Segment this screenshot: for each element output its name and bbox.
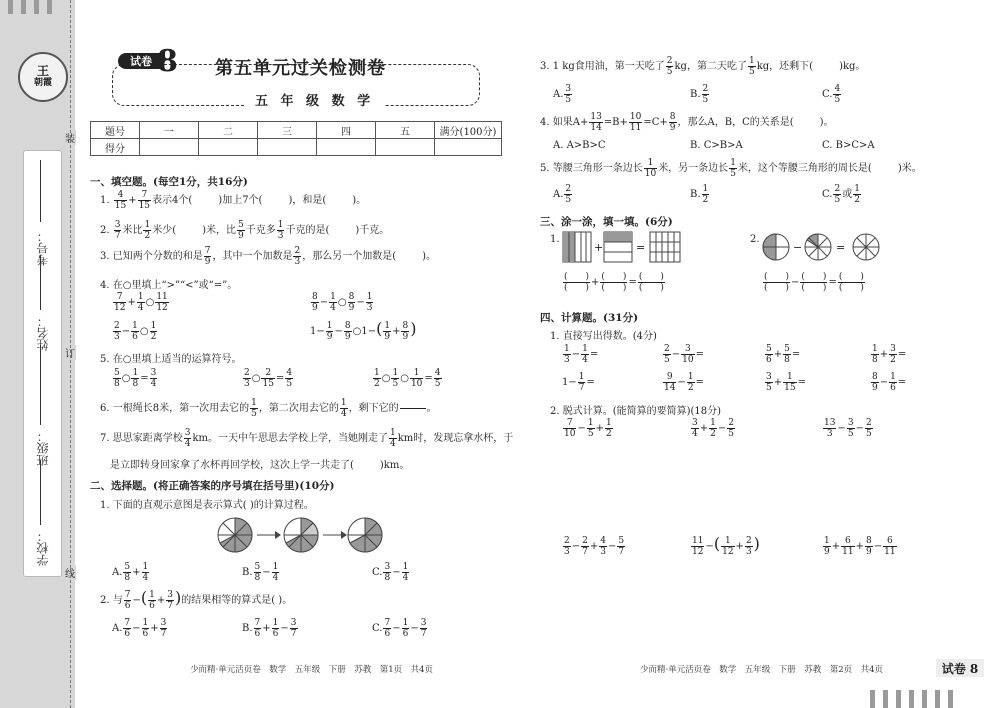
table-header: 一 — [140, 122, 199, 139]
den: 2 — [702, 195, 709, 205]
fraction — [204, 246, 212, 267]
question-1-7-cont — [110, 456, 409, 471]
num: 1 — [730, 158, 736, 168]
q-num: 3. — [540, 61, 550, 72]
num: 1 — [702, 184, 709, 194]
q-text: 一根绳长8米，第一次用去它的 — [112, 403, 250, 414]
q-text: 米，另一条边长 — [658, 163, 729, 174]
q-text: )加上7个( — [218, 195, 263, 206]
calc-item: $\frac{1}{9}$ + $\frac{6}{11}$ + $\frac{8}{9}$ − $\frac{6}{11}$ — [824, 536, 896, 557]
q-text: kg，第二天吃了 — [674, 61, 747, 72]
question-1-1: 1. $\frac{4}{15}$ + $\frac{7}{15}$ 表示4个( )加上7个( )，和是( )。 — [100, 190, 367, 211]
fraction — [340, 398, 348, 419]
q-text: 已知两个分数的和是 — [112, 251, 203, 262]
bottom-ticks — [870, 690, 953, 708]
option-b[interactable]: B. $\frac{7}{6}$ + $\frac{1}{6}$ − $\frac{3}{7}$ — [242, 618, 297, 639]
den: 5 — [748, 67, 755, 77]
q-text: kg，还剩下( — [756, 61, 814, 72]
num: 1 — [251, 398, 257, 408]
num: 1 — [644, 158, 657, 169]
fraction — [114, 190, 127, 211]
den: 9 — [238, 231, 244, 241]
num: 1 — [277, 220, 284, 230]
svg-text:=: = — [836, 241, 846, 254]
paper-number: 8 — [157, 44, 178, 79]
option-c[interactable] — [822, 84, 842, 105]
fraction — [250, 398, 258, 419]
option-b[interactable]: B. $\frac{5}{8}$ − $\frac{1}{4}$ — [242, 562, 279, 583]
option-a[interactable] — [553, 184, 573, 205]
name-label: 姓名： — [36, 315, 50, 351]
num: 5 — [238, 220, 244, 230]
question-2-2: 2. 与 $\frac{7}{6}$ −( $\frac{1}{6}$ + $\frac{3}{7}$ )的结果相等的算式是( )。 — [100, 588, 293, 611]
option-c[interactable]: C. $\frac{2}{5}$ 或 $\frac{1}{2}$ — [822, 184, 860, 205]
calc-item: $\frac{5}{6}$ + $\frac{5}{8}$ = — [766, 344, 801, 365]
q-text: 的结果相等的算式是( )。 — [181, 595, 293, 606]
den: 9 — [669, 123, 676, 133]
option-b[interactable] — [690, 84, 710, 105]
num: 1 — [144, 220, 151, 230]
num: 2 — [666, 56, 673, 66]
calc-item: $\frac{13}{3}$ − $\frac{3}{5}$ − $\frac{2}{5}$ — [824, 418, 872, 439]
q-text: =B+ — [603, 117, 628, 128]
calc-item: $\frac{3}{5}$ + $\frac{1}{15}$ = — [766, 372, 806, 393]
score-table — [90, 121, 502, 156]
opt-label: B. — [690, 189, 701, 200]
question-2-5 — [540, 158, 922, 179]
num: 4 — [114, 190, 127, 201]
den: 14 — [590, 123, 602, 133]
num: 1 — [390, 428, 396, 438]
den: 3 — [294, 257, 301, 267]
q-text: 在○里填上适当的运算符号。 — [112, 354, 242, 365]
q-num: 1. — [100, 195, 110, 206]
option-a[interactable]: A. A>B>C — [553, 140, 606, 151]
cut-mark: 装 — [64, 130, 76, 145]
question-1-4 — [100, 276, 237, 291]
den: 5 — [565, 95, 572, 105]
q-num: 5. — [540, 163, 550, 174]
operator-expr: $\frac{5}{8}$ ○ $\frac{1}{8}$ = $\frac{3}{4}$ — [114, 368, 157, 389]
logo-badge — [18, 52, 68, 102]
num: 2 — [565, 184, 572, 194]
fraction — [277, 220, 285, 241]
num: 2 — [294, 246, 301, 256]
logo-text: 朝霞 — [33, 78, 52, 88]
svg-text:=: = — [636, 241, 646, 254]
fraction-circles-diagram — [215, 514, 385, 556]
calc-item: $\frac{8}{9}$ − $\frac{1}{6}$ = — [872, 372, 907, 393]
score-cell[interactable] — [258, 139, 317, 156]
opt-label: C. — [822, 89, 833, 100]
option-b[interactable]: B. C>B>A — [690, 140, 743, 151]
operator-expr: $\frac{2}{3}$ ○ $\frac{2}{15}$ = $\frac{4}{5}$ — [244, 368, 293, 389]
den: 2 — [144, 231, 151, 241]
num: 3 — [184, 428, 191, 438]
den: 5 — [730, 169, 736, 179]
class-label: 班级： — [36, 430, 50, 466]
q-text: km时，发现忘拿水杯，于 — [397, 433, 514, 444]
calc-item: $\frac{9}{14}$ − $\frac{1}{2}$ = — [664, 372, 704, 393]
or-text: 或 — [842, 189, 853, 200]
calc-item: $\frac{7}{10}$ − $\frac{1}{5}$ + $\frac{1}{2}$ — [564, 418, 612, 439]
num: 1 — [340, 398, 347, 408]
fraction — [138, 190, 151, 211]
num: 7 — [138, 190, 151, 201]
top-ticks — [8, 0, 52, 14]
page-title: 第五单元过关检测卷 — [215, 58, 386, 79]
q-num: 5. — [100, 354, 110, 365]
den: 10 — [644, 169, 657, 179]
num: 4 — [834, 84, 841, 94]
score-cell[interactable] — [199, 139, 258, 156]
table-header: 三 — [258, 122, 317, 139]
q-text: )。 — [422, 251, 437, 262]
q-text: ，那么另一个加数是( — [302, 251, 397, 262]
q-num: 3. — [100, 251, 110, 262]
q-text: ，第二次用去它的 — [258, 403, 339, 414]
compare-expr: $\frac{8}{9}$ − $\frac{1}{4}$ ○ $\frac{8}{9}$ − $\frac{1}{3}$ — [312, 292, 373, 313]
calc-item: $\frac{2}{3}$ − $\frac{2}{7}$ + $\frac{4}{3}$ − $\frac{5}{7}$ — [564, 536, 625, 557]
paper-tag: 试卷 — [118, 53, 164, 69]
q-text: 表示4个( — [152, 195, 193, 206]
footer-right: 少而精·单元活页卷 数学 五年级 下册 苏教 第2页 共4页 — [640, 665, 884, 675]
operator-expr: $\frac{1}{2}$ ○ $\frac{1}{5}$ ○ $\frac{1}{10}$ = $\frac{4}{5}$ — [374, 368, 441, 389]
calc-item: $\frac{3}{4}$ + $\frac{1}{2}$ − $\frac{2}{5}$ — [692, 418, 734, 439]
q-num: 4. — [100, 280, 110, 291]
line — [40, 160, 41, 222]
q-text: 在○里填上“>”“<”或“=”。 — [112, 280, 238, 291]
num: 3 — [565, 84, 572, 94]
rectangle-fraction-diagram — [562, 230, 687, 264]
q-text: )km。 — [379, 460, 410, 471]
section-1-title: 一、填空题。(每空1分，共16分) — [90, 176, 248, 188]
q-text: )kg。 — [839, 61, 866, 72]
q-text: ，剩下它的 — [348, 403, 399, 414]
opt-label: B. — [242, 567, 253, 578]
question-2-1 — [100, 496, 314, 511]
q-num: 2. — [100, 595, 110, 606]
cut-mark: 订 — [64, 345, 76, 360]
calc-item: $\frac{1}{8}$ + $\frac{3}{2}$ = — [872, 344, 907, 365]
line — [40, 255, 41, 310]
q-text: 等腰三角形一条边长 — [552, 163, 643, 174]
svg-text:−: − — [793, 241, 803, 254]
fraction — [237, 220, 245, 241]
q-text: 千克多 — [245, 225, 276, 236]
question-1-7 — [100, 428, 513, 449]
calc-item: $\frac{2}{5}$ − $\frac{3}{10}$ = — [664, 344, 704, 365]
circle-2 — [284, 518, 318, 552]
subtitle: 五 年 级 数 学 — [245, 90, 384, 109]
table-header: 二 — [199, 122, 258, 139]
num: 10 — [629, 112, 642, 122]
table-header: 满分(100分) — [435, 122, 502, 139]
den: 4 — [390, 439, 396, 449]
school-label: 学校： — [36, 530, 50, 566]
q-text: km。一天中午思思去学校上学，当她刚走了 — [192, 433, 389, 444]
q-text: )千克。 — [355, 225, 390, 236]
q-text: 与 — [112, 595, 123, 606]
option-c[interactable]: C. $\frac{3}{8}$ − $\frac{1}{4}$ — [372, 562, 409, 583]
q-text: 下面的直观示意图是表示算式( )的计算过程。 — [112, 500, 314, 511]
section-2-title: 二、选择题。(将正确答案的序号填在括号里)(10分) — [90, 480, 335, 492]
option-a[interactable]: A. $\frac{7}{6}$ − $\frac{1}{6}$ + $\frac{3}{7}$ — [112, 618, 167, 639]
den: 9 — [204, 257, 211, 267]
question-1-5 — [100, 350, 241, 365]
option-a[interactable]: A. $\frac{5}{8}$ + $\frac{1}{4}$ — [112, 562, 149, 583]
q-text: )。 — [819, 117, 834, 128]
den: 5 — [666, 67, 673, 77]
den: 5 — [702, 95, 709, 105]
num: 3 — [114, 220, 121, 230]
q-num: 4. — [540, 117, 550, 128]
q-text: )，和是( — [288, 195, 327, 206]
q-num: 2. — [100, 225, 110, 236]
q3-1-num: 1. — [550, 234, 560, 245]
circle-fraction-diagram — [762, 230, 887, 264]
score-cell[interactable] — [435, 139, 502, 156]
paper-tag-right: 试卷 8 — [936, 659, 984, 677]
compare-expr: 1− $\frac{1}{9}$ − $\frac{8}{9}$ ○1−( $\frac{1}{9}$ + $\frac{8}{9}$ ) — [310, 319, 417, 342]
exam-number-label: 考号： — [36, 230, 50, 266]
opt-label: A. — [553, 189, 564, 200]
den: 5 — [834, 95, 841, 105]
cut-mark: 线 — [64, 565, 76, 580]
q-text: 千克的是( — [285, 225, 330, 236]
svg-text:+: + — [594, 241, 604, 254]
q-text: 是立即转身回家拿了水杯再回学校，这次上学一共走了( — [110, 460, 354, 471]
option-c[interactable]: C. $\frac{7}{6}$ − $\frac{1}{6}$ − $\frac{3}{7}$ — [372, 618, 427, 639]
num: 8 — [669, 112, 676, 122]
den: 15 — [138, 201, 151, 211]
calc-item: $\frac{11}{12}$ −( $\frac{1}{12}$ + $\frac{2}{3}$ ) — [692, 534, 760, 557]
num: 2 — [702, 84, 709, 94]
score-cell[interactable] — [376, 139, 435, 156]
circle-3 — [348, 518, 382, 552]
student-info-panel — [23, 150, 62, 577]
fraction — [184, 428, 192, 449]
num: 13 — [590, 112, 602, 122]
opt-label: C. — [372, 567, 383, 578]
den: 3 — [277, 231, 284, 241]
line — [40, 460, 41, 525]
logo-text: 王 — [36, 64, 49, 78]
q-num: 7. — [100, 433, 110, 444]
table-row-label: 得分 — [91, 139, 140, 156]
section-3-title: 三、涂一涂，填一填。(6分) — [540, 216, 673, 228]
q-num: 6. — [100, 403, 110, 414]
blank-fraction-row[interactable]: $\frac{( )}{( )}$ − $\frac{( )}{( )}$ = $\frac{( )}{( )}$ — [764, 272, 864, 293]
question-2-3 — [540, 56, 865, 77]
q-text: ，那么A，B，C的关系是( — [677, 117, 794, 128]
section-4-title: 四、计算题。(31分) — [540, 312, 639, 324]
compare-expr: $\frac{7}{12}$ + $\frac{1}{4}$ ○ $\frac{11}{12}$ — [114, 292, 168, 313]
option-b[interactable] — [690, 184, 710, 205]
option-c[interactable]: C. B>C>A — [822, 140, 875, 151]
den: 11 — [629, 123, 642, 133]
question-1-2 — [100, 220, 389, 241]
section-4-q1: 1. 直接写出得数。(4分) — [550, 331, 657, 342]
question-2-4 — [540, 112, 834, 133]
q-text: 如果A+ — [552, 117, 589, 128]
fraction — [389, 428, 397, 449]
q-text: 1 kg食用油，第一天吃了 — [552, 61, 665, 72]
q-text: 思思家距离学校 — [112, 433, 183, 444]
q-text: ，其中一个加数是 — [212, 251, 293, 262]
score-cell[interactable] — [317, 139, 376, 156]
calc-item: 1− $\frac{1}{7}$ = — [562, 372, 595, 393]
opt-label: B. — [690, 89, 701, 100]
opt-label: C. — [822, 189, 833, 200]
q-text: =C+ — [643, 117, 668, 128]
table-header: 五 — [376, 122, 435, 139]
q3-2-num: 2. — [750, 234, 760, 245]
num: 7 — [204, 246, 211, 256]
section-4-q2: 2. 脱式计算。(能简算的要简算)(18分) — [550, 406, 722, 417]
den: 4 — [184, 439, 191, 449]
opt-label: A. — [553, 89, 564, 100]
fraction — [143, 220, 151, 241]
footer-left: 少而精·单元活页卷 数学 五年级 下册 苏教 第1页 共4页 — [190, 665, 434, 675]
den: 5 — [565, 195, 572, 205]
score-cell[interactable] — [140, 139, 199, 156]
q-text: 米，这个等腰三角形的周长是( — [737, 163, 872, 174]
opt-label: A. — [112, 623, 123, 634]
compare-expr: $\frac{2}{3}$ − $\frac{1}{6}$ ○ $\frac{1}{2}$ — [114, 321, 157, 342]
q-text: 米少( — [152, 225, 177, 236]
calc-item: $\frac{1}{3}$ − $\frac{1}{4}$ = — [564, 344, 599, 365]
cut-line — [70, 0, 71, 708]
option-a[interactable] — [553, 84, 573, 105]
line — [40, 345, 41, 425]
question-1-6: 6. 一根绳长8米，第一次用去它的 $\frac{1}{5}$ ，第二次用去它的 $\frac{1}{4}$ ，剩下它的 。 — [100, 398, 437, 419]
den: 4 — [340, 409, 347, 419]
opt-label: C. — [372, 623, 383, 634]
den: 15 — [114, 201, 127, 211]
q-text: 米比 — [122, 225, 143, 236]
question-1-3 — [100, 246, 436, 267]
table-header: 题号 — [91, 122, 140, 139]
fraction — [293, 246, 301, 267]
q-text: )米，比 — [202, 225, 237, 236]
blank-fraction-row[interactable]: $\frac{( )}{( )}$ + $\frac{( )}{( )}$ = $\frac{( )}{( )}$ — [564, 272, 664, 293]
opt-label: A. — [112, 567, 123, 578]
opt-label: B. — [242, 623, 253, 634]
circle-1 — [218, 518, 252, 552]
den: 7 — [114, 231, 121, 241]
q-text: )米。 — [897, 163, 922, 174]
q-text: )。 — [352, 195, 367, 206]
table-header: 四 — [317, 122, 376, 139]
fraction — [114, 220, 122, 241]
q-num: 1. — [100, 500, 110, 511]
den: 5 — [251, 409, 257, 419]
num: 1 — [748, 56, 755, 66]
